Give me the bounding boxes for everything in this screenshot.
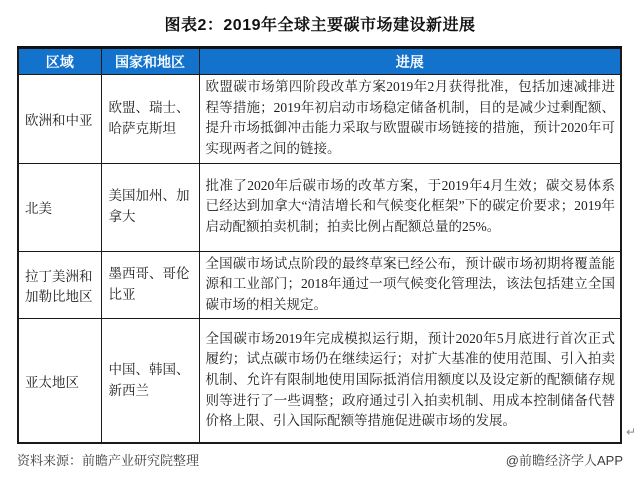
table-row-asia-pacific (18, 319, 621, 443)
region-cell: 亚太地区 (18, 319, 101, 443)
col-header-progress: 进展 (199, 48, 621, 75)
countries-cell: 中国、韩国、新西兰 (101, 319, 199, 443)
countries-cell: 墨西哥、哥伦比亚 (101, 251, 199, 319)
progress-cell: 全国碳市场2019年完成模拟运行期，预计2020年5月底进行首次正式履约；试点碳市场仍在继续运行；对扩大基准的使用范围、引入拍卖机制、允许有限制地使用国际抵消信用额度以及设定新的配额储存规则等进行了一些调整；政府通过引入拍卖机制、用成本控制储备代替价格上限、引入国际配额等措施促进碳市场的发展。 (199, 319, 621, 443)
countries-cell: 美国加州、加拿大 (101, 163, 199, 251)
progress-cell: 欧盟碳市场第四阶段改革方案2019年2月获得批准，包括加速减排进程等措施；2019年初启动市场稳定储备机制，目的是减少过剩配额、提升市场抵御冲击能力采取与欧盟碳市场链接的措施，预计2020年可实现两者之间的链接。 (199, 75, 621, 164)
region-cell: 拉丁美洲和加勒比地区 (18, 251, 101, 319)
table-row-europe-central-asia (18, 75, 621, 164)
credit-note: @前瞻经济学人APP (505, 453, 623, 468)
paragraph-return-mark: ↵ (626, 425, 637, 439)
region-cell: 欧洲和中亚 (18, 75, 101, 164)
table-row-latin-america-caribbean (18, 251, 621, 319)
source-note: 资料来源：前瞻产业研究院整理 (17, 453, 200, 468)
countries-cell: 欧盟、瑞士、哈萨克斯坦 (101, 75, 199, 164)
figure-footer (17, 450, 623, 469)
figure-title: 图表2：2019年全球主要碳市场建设新进展 (164, 17, 476, 34)
table-row-north-america (18, 163, 621, 251)
table-header-row (18, 48, 621, 75)
region-cell: 北美 (18, 163, 101, 251)
progress-cell: 全国碳市场试点阶段的最终草案已经公布，预计碳市场初期将覆盖能源和工业部门；2018年通过一项气候变化管理法，该法包括建立全国碳市场的相关规定。 (199, 251, 621, 319)
progress-cell: 批准了2020年后碳市场的改革方案，于2019年4月生效；碳交易体系已经达到加拿大“清洁增长和气候变化框架”下的碳定价要求；2019年启动配额拍卖机制；拍卖比例占配额总量的25%。 (199, 163, 621, 251)
col-header-countries: 国家和地区 (101, 48, 199, 75)
col-header-region: 区域 (18, 48, 101, 75)
carbon-market-table (17, 46, 622, 444)
